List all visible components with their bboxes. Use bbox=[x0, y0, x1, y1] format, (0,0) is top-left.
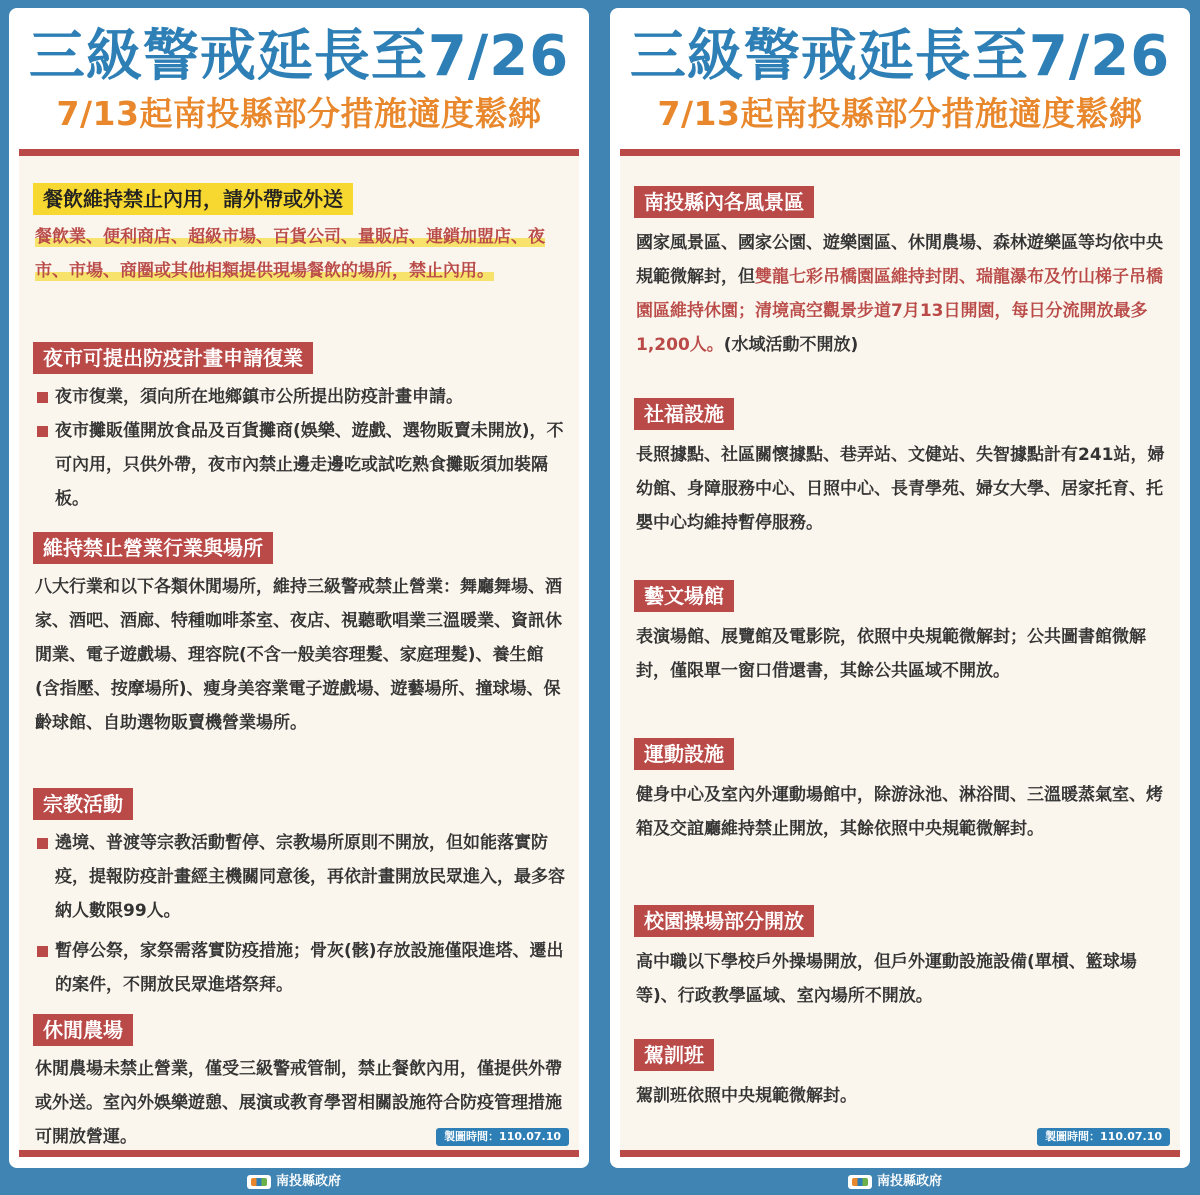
bullet-square-icon bbox=[37, 392, 48, 403]
page-title: 三級警戒延長至7/26 bbox=[629, 24, 1171, 89]
section-heading-scenic-areas: 南投縣內各風景區 bbox=[634, 186, 814, 218]
footer-left: 南投縣政府 bbox=[194, 1171, 394, 1193]
date-stamp: 製圖時間：110.07.10 bbox=[1037, 1128, 1170, 1146]
section-heading-sports-facilities: 運動設施 bbox=[634, 738, 734, 770]
section-text-scenic-areas: 國家風景區、國家公園、遊樂園區、休閒農場、森林遊樂區等均依中央規範微解封，但雙龍七彩吊橋園區維持封閉、瑞龍瀑布及竹山梯子吊橋園區維持休園；清境高空觀景步道7月13日開園，每日分流開放最多1,200人。(水域活動不開放) bbox=[636, 233, 1163, 355]
right-content bbox=[620, 149, 1180, 1157]
page-subtitle: 7/13起南投縣部分措施適度鬆綁 bbox=[657, 94, 1143, 133]
section-heading-driving-school: 駕訓班 bbox=[634, 1039, 714, 1071]
left-panel bbox=[9, 8, 589, 1168]
bullet-night-market-2: 夜市攤販僅開放食品及百貨攤商(娛樂、遊戲、選物販賣未開放)，不可內用，只供外帶，夜市內禁止邊走邊吃或試吃熟食攤販須加裝隔板。 bbox=[29, 414, 565, 516]
bullet-religion-1: 遶境、普渡等宗教活動暫停、宗教場所原則不開放，但如能落實防疫，提報防疫計畫經主機關同意後，再依計畫開放民眾進入，最多容納人數限99人。 bbox=[29, 826, 565, 928]
section-heading-social-welfare: 社福設施 bbox=[634, 398, 734, 430]
section-heading-school-playground: 校園操場部分開放 bbox=[634, 905, 814, 937]
bullet-square-icon bbox=[37, 426, 48, 437]
section-heading-night-market: 夜市可提出防疫計畫申請復業 bbox=[33, 342, 313, 374]
section-text-school-playground: 高中職以下學校戶外操場開放，但戶外運動設施設備(單槓、籃球場等)、行政教學區域、室內場所不開放。 bbox=[636, 952, 1137, 1006]
section-text-arts-venues: 表演場館、展覽館及電影院，依照中央規範微解封；公共圖書館微解封，僅限單一窗口借還書，其餘公共區域不開放。 bbox=[636, 627, 1146, 681]
page-subtitle: 7/13起南投縣部分措施適度鬆綁 bbox=[56, 94, 542, 133]
section-text-dining: 餐飲業、便利商店、超級市場、百貨公司、量販店、連鎖加盟店、夜市、市場、商圈或其他相類提供現場餐飲的場所，禁止內用。 bbox=[35, 227, 545, 281]
government-logo-icon bbox=[848, 1175, 872, 1189]
bullet-religion-2: 暫停公祭，家祭需落實防疫措施；骨灰(骸)存放設施僅限進塔、遷出的案件，不開放民眾進塔祭拜。 bbox=[29, 934, 565, 1002]
bullet-square-icon bbox=[37, 946, 48, 957]
section-text-social-welfare: 長照據點、社區關懷據點、巷弄站、文健站、失智據點計有241站，婦幼館、身障服務中心、日照中心、長青學苑、婦女大學、居家托育、托嬰中心均維持暫停服務。 bbox=[636, 445, 1165, 533]
page-title: 三級警戒延長至7/26 bbox=[28, 24, 570, 89]
section-text-sports-facilities: 健身中心及室內外運動場館中，除游泳池、淋浴間、三溫暖蒸氣室、烤箱及交誼廳維持禁止開放，其餘依照中央規範微解封。 bbox=[636, 785, 1163, 839]
section-text-driving-school: 駕訓班依照中央規範微解封。 bbox=[636, 1086, 857, 1106]
section-text-closed-businesses: 八大行業和以下各類休閒場所，維持三級警戒禁止營業：舞廳舞場、酒家、酒吧、酒廊、特種咖啡茶室、夜店、視聽歌唱業三溫暖業、資訊休閒業、電子遊戲場、理容院(不含一般美容理髮、家庭理髮)、養生館(含指壓、按摩場所)、瘦身美容業電子遊戲場、遊藝場所、撞球場、保齡球館、自助選物販賣機營業場所。 bbox=[35, 577, 562, 733]
footer-right: 南投縣政府 bbox=[795, 1171, 995, 1193]
section-heading-dining: 餐飲維持禁止內用，請外帶或外送 bbox=[33, 183, 353, 215]
section-heading-leisure-farm: 休閒農場 bbox=[33, 1014, 133, 1046]
section-heading-arts-venues: 藝文場館 bbox=[634, 580, 734, 612]
section-heading-closed-businesses: 維持禁止營業行業與場所 bbox=[33, 532, 273, 564]
section-heading-religion: 宗教活動 bbox=[33, 788, 133, 820]
section-text-leisure-farm: 休閒農場未禁止營業，僅受三級警戒管制，禁止餐飲內用，僅提供外帶或外送。室內外娛樂遊憩、展演或教育學習相關設施符合防疫管理措施可開放營運。 bbox=[35, 1059, 562, 1147]
bullet-night-market-1: 夜市復業，須向所在地鄉鎮市公所提出防疫計畫申請。 bbox=[29, 380, 565, 414]
government-logo-icon bbox=[247, 1175, 271, 1189]
left-content bbox=[19, 149, 579, 1157]
right-panel bbox=[610, 8, 1190, 1168]
date-stamp: 製圖時間：110.07.10 bbox=[436, 1128, 569, 1146]
bullet-square-icon bbox=[37, 838, 48, 849]
